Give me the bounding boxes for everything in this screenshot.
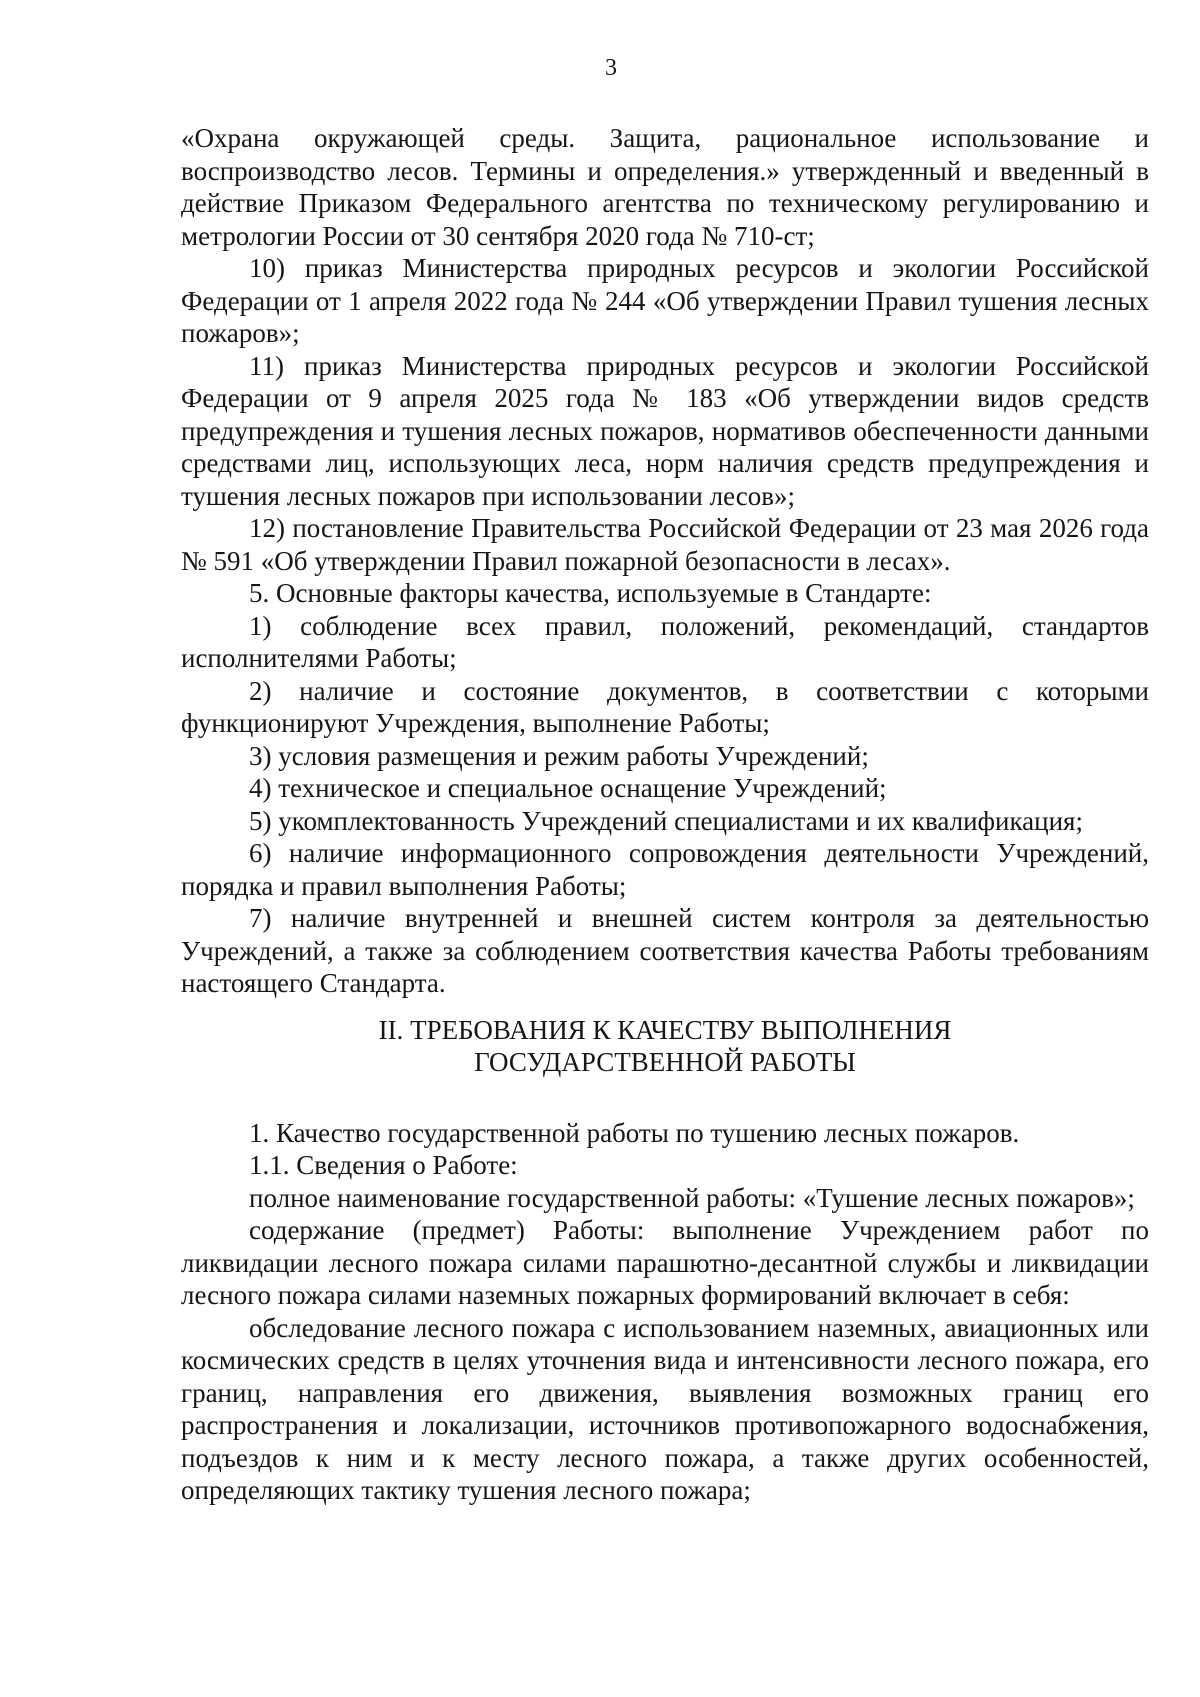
paragraph: обследование лесного пожара с использованием наземных, авиационных или космических средств в целях уточнения вида и интенсивности лесного пожара, его границ, направления его движения, выявления возможных границ его распространения и локализации, источников противопожарного водоснабжения, подъездов к ним и к месту лесного пожара, а также других особенностей, определяющих тактику тушения лесного пожара; [181,1312,1149,1505]
paragraph: 6) наличие информационного сопровождения деятельности Учреждений, порядка и правил выполнения Работы; [181,838,1149,901]
paragraph: 5. Основные факторы качества, используемые в Стандарте: [249,578,932,608]
paragraph: 4) техническое и специальное оснащение Учреждений; [249,773,887,803]
page-number: 3 [605,55,617,81]
paragraph: 2) наличие и состояние документов, в соответствии с которыми функционируют Учреждения, выполнение Работы; [181,675,1149,738]
paragraph: 10) приказ Министерства природных ресурсов и экологии Российской Федерации от 1 апреля 2022 года № 244 «Об утверждении Правил тушения лесных пожаров»; [181,253,1149,348]
paragraph: 11) приказ Министерства природных ресурсов и экологии Российской Федерации от 9 апреля 2025 года № 183 «Об утверждении видов средств предупреждения и тушения лесных пожаров, нормативов обеспеченности данными средствами лиц, использующих леса, норм наличия средств предупреждения и тушения лесных пожаров при использовании лесов»; [181,350,1149,511]
paragraphs-top [181,122,1149,1000]
paragraph: 12) постановление Правительства Российской Федерации от 23 мая 2026 года № 591 «Об утверждении Правил пожарной безопасности в лесах». [181,513,1149,576]
paragraph: 1) соблюдение всех правил, положений, рекомендаций, стандартов исполнителями Работы; [181,610,1149,673]
paragraph: 1.1. Сведения о Работе: [249,1150,518,1180]
paragraph: 1. Качество государственной работы по тушению лесных пожаров. [249,1117,1020,1148]
section-heading-line-1: II. ТРЕБОВАНИЯ К КАЧЕСТВУ ВЫПОЛНЕНИЯ [378,1014,952,1045]
paragraph: содержание (предмет) Работы: выполнение Учреждением работ по ликвидации лесного пожара силами парашютно-десантной службы и ликвидации лесного пожара силами наземных пожарных формирований включает в себя: [181,1215,1149,1310]
paragraph: «Охрана окружающей среды. Защита, рациональное использование и воспроизводство лесов. Термины и определения.» утвержденный и введенный в действие Приказом Федерального агентства по техническому регулированию и метрологии России от 30 сентября 2020 года № 710-ст; [181,123,1149,251]
paragraphs-bottom [181,1117,1149,1507]
paragraph: 7) наличие внутренней и внешней систем контроля за деятельностью Учреждений, а также за соблюдением соответствия качества Работы требованиям настоящего Стандарта. [181,903,1149,998]
heading-spacer [181,1079,1149,1117]
paragraph: полное наименование государственной работы: «Тушение лесных пожаров»; [249,1182,1135,1213]
document-body [181,122,1149,1507]
section-heading-line-2: ГОСУДАРСТВЕННОЙ РАБОТЫ [474,1047,856,1077]
paragraph: 5) укомплектованность Учреждений специалистами и их квалификация; [249,805,1083,836]
section-heading [181,1014,1149,1079]
paragraph: 3) условия размещения и режим работы Учреждений; [249,740,869,771]
